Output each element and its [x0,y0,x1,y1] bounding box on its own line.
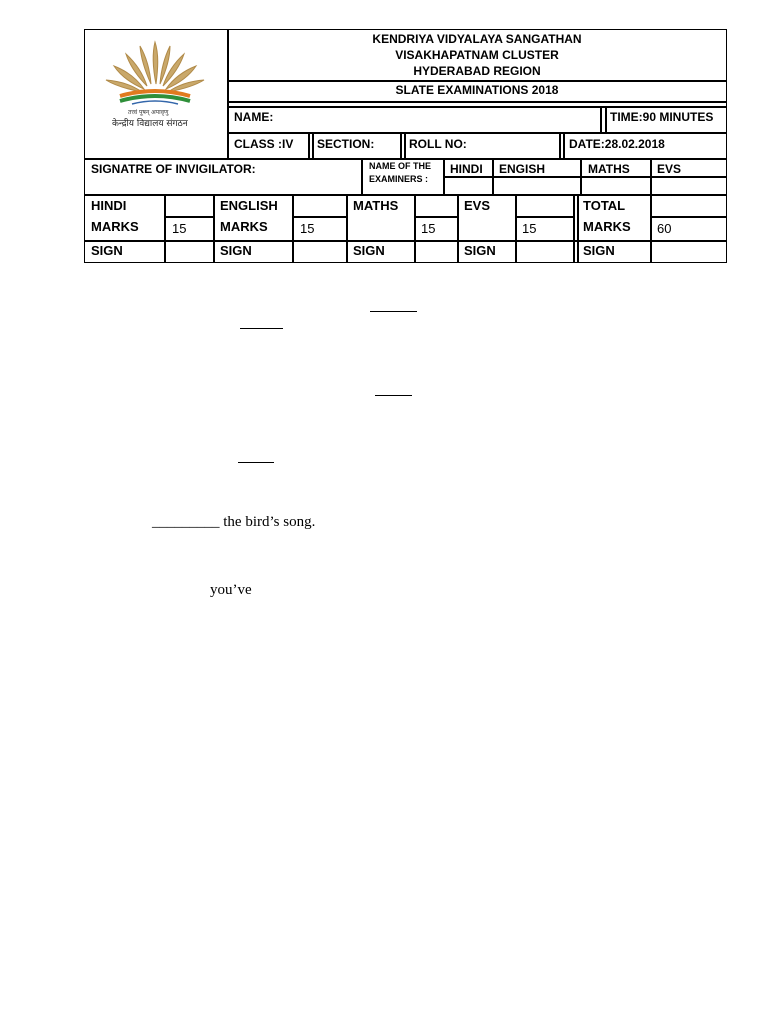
divider [292,194,294,263]
examiner-english: ENGISH [499,162,546,176]
evs-marks-value: 15 [522,221,537,236]
question-word: you’ve [210,582,252,598]
divider [573,194,575,263]
question-sentence: _________ the bird’s song. [152,514,316,530]
logo-motto: तत्त्वं पूषन् अपावृणु [128,109,169,116]
name-label: NAME: [234,110,274,124]
divider [227,101,727,103]
divider [515,194,517,263]
examiner-hindi: HINDI [450,162,483,176]
divider [605,106,607,132]
divider [164,216,213,218]
divider [361,158,363,194]
english-sign-label: SIGN [220,243,252,258]
hindi-sign-label: SIGN [91,243,123,258]
total-marks-value: 60 [657,221,672,236]
logo-name: केन्द्रीय विद्यालय संगठन [112,119,188,129]
hindi-marks-value: 15 [172,221,187,236]
english-label: ENGLISH [220,198,278,213]
maths-label: MATHS [353,198,399,213]
divider [84,240,727,242]
hindi-marks-label: MARKS [91,219,139,234]
total-label: TOTAL [583,198,626,213]
examiners-label: NAME OF THE [369,161,431,171]
time-label: TIME:90 MINUTES [610,110,714,124]
answer-blank [240,328,283,329]
divider [213,194,215,263]
divider [292,216,346,218]
divider [164,194,166,263]
org-title: KENDRIYA VIDYALAYA SANGATHAN [372,32,582,46]
date-label: DATE:28.02.2018 [569,137,665,151]
region-title: HYDERABAD REGION [413,64,541,78]
divider [84,194,727,196]
divider [559,132,561,158]
divider [515,216,573,218]
maths-sign-label: SIGN [353,243,385,258]
english-marks-label: MARKS [220,219,268,234]
total-sign-label: SIGN [583,243,615,258]
class-label: CLASS :IV [234,137,294,151]
sunburst-logo-icon [92,34,222,106]
invigilator-label: SIGNATRE OF INVIGILATOR: [91,162,256,176]
divider [84,158,727,160]
kvs-logo [92,34,222,130]
divider [650,194,652,263]
section-label: SECTION: [317,137,375,151]
divider [650,216,727,218]
divider [312,132,314,158]
divider [577,194,579,263]
evs-label: EVS [464,198,491,213]
divider [457,194,459,263]
roll-no-label: ROLL NO: [409,137,467,151]
examiner-maths: MATHS [588,162,630,176]
divider [600,106,602,132]
divider [227,80,727,82]
divider [346,194,348,263]
divider [227,106,727,108]
examiners-label: EXAMINERS : [369,174,429,184]
evs-sign-label: SIGN [464,243,496,258]
answer-blank [375,395,412,396]
maths-marks-value: 15 [421,221,436,236]
divider [227,132,727,134]
answer-blank [238,462,274,463]
divider [400,132,402,158]
divider [443,176,727,178]
cluster-title: VISAKHAPATNAM CLUSTER [395,48,559,62]
divider [414,194,416,263]
divider [414,216,457,218]
hindi-label: HINDI [91,198,127,213]
divider [308,132,310,158]
exam-title: SLATE EXAMINATIONS 2018 [395,83,559,97]
english-marks-value: 15 [300,221,315,236]
divider [404,132,406,158]
total-marks-label: MARKS [583,219,631,234]
divider [563,132,565,158]
answer-blank [370,311,417,312]
examiner-evs: EVS [657,162,682,176]
